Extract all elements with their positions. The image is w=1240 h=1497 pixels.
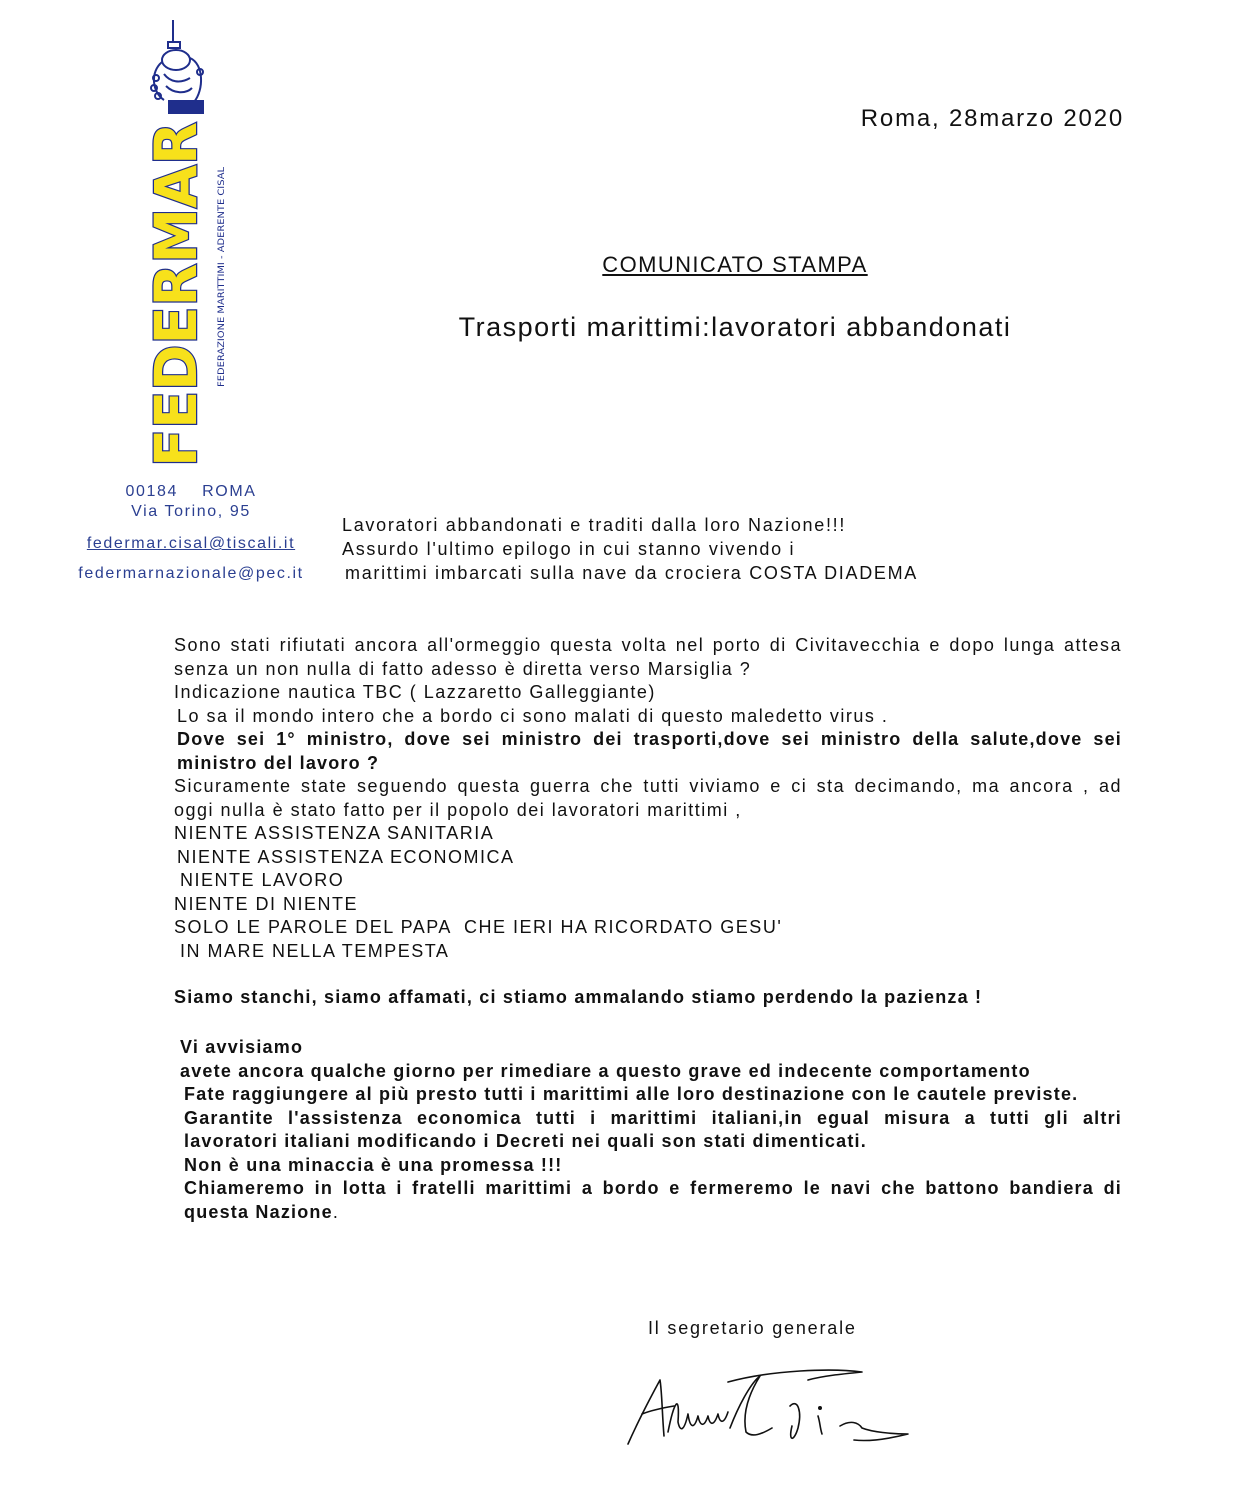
sender-postal: 00184 ROMA	[125, 483, 257, 500]
body-bold-question: Dove sei 1° ministro, dove sei ministro dei trasporti,dove sei ministro della salute,dove sei ministro del lavoro ?	[177, 729, 1122, 773]
warning-line: Garantite l'assistenza economica tutti i marittimi italiani,in egual misura a tutti gli altri lavoratori italiani modificando i Decreti nei quali son stati dimenticati.	[184, 1107, 1122, 1151]
warning-line: Fate raggiungere al più presto tutti i marittimi alle loro destinazione con le cautele previste.	[184, 1084, 1079, 1104]
logo-tagline: FEDERAZIONE MARITTIMI - ADERENTE CISAL	[217, 198, 227, 387]
intro-line: marittimi imbarcati sulla nave da crociera COSTA DIADEMA	[345, 563, 918, 583]
federmar-logo	[140, 12, 230, 472]
intro-paragraph	[342, 513, 918, 585]
document-type-heading: COMUNICATO STAMPA	[602, 252, 868, 277]
warning-line-final	[180, 1177, 1122, 1224]
body-paragraph: Indicazione nautica TBC ( Lazzaretto Galleggiante)	[174, 682, 656, 702]
list-item: SOLO LE PAROLE DEL PAPA CHE IERI HA RICORDATO GESU'	[174, 917, 783, 937]
logo-wordmark: FEDERMAR	[142, 108, 210, 467]
list-item: NIENTE LAVORO	[180, 870, 345, 890]
press-release-body	[174, 634, 1122, 1010]
body-paragraph: Sicuramente state seguendo questa guerra che tutti viviamo e ci sta decimando, ma ancora , ad oggi nulla è stato fatto per il popolo dei lavoratori marittimi ,	[174, 776, 1122, 820]
intro-line: Assurdo l'ultimo epilogo in cui stanno vivendo i	[342, 539, 796, 559]
list-item: NIENTE DI NIENTE	[174, 893, 359, 914]
sender-pec-email: federmarnazionale@pec.it	[78, 565, 304, 582]
warning-section	[180, 1036, 1122, 1224]
final-period: .	[332, 1201, 340, 1222]
warning-line-text: Chiameremo in lotta i fratelli marittimi a bordo e fermeremo le navi che battono bandiera di questa Nazione	[184, 1178, 1122, 1222]
sailor-figure-icon	[151, 20, 203, 102]
demands-list	[174, 822, 1122, 963]
handwritten-signature	[622, 1362, 922, 1452]
warning-line: avete ancora qualche giorno per rimediare a questo grave ed indecente comportamento	[180, 1060, 1031, 1081]
list-item: NIENTE ASSISTENZA ECONOMICA	[177, 846, 515, 867]
logo-base-block	[168, 100, 204, 114]
body-paragraph: Lo sa il mondo intero che a bordo ci sono malati di questo maledetto virus .	[177, 705, 889, 726]
list-item: NIENTE ASSISTENZA SANITARIA	[174, 823, 495, 843]
signature-label: Il segretario generale	[648, 1318, 857, 1338]
list-item: IN MARE NELLA TEMPESTA	[180, 940, 450, 961]
warning-heading: Vi avvisiamo	[180, 1037, 304, 1057]
sender-email-link[interactable]: federmar.cisal@tiscali.it	[86, 535, 296, 552]
warning-line: Non è una minaccia è una promessa !!!	[184, 1154, 563, 1175]
sender-street: Via Torino, 95	[131, 503, 251, 520]
body-bold-statement: Siamo stanchi, siamo affamati, ci stiamo ammalando stiamo perdendo la pazienza !	[174, 987, 983, 1007]
document-title: Trasporti marittimi:lavoratori abbandonati	[458, 312, 1012, 342]
body-paragraph: Sono stati rifiutati ancora all'ormeggio questa volta nel porto di Civitavecchia e dopo lunga attesa senza un non nulla di fatto adesso è diretta verso Marsiglia ?	[174, 635, 1122, 679]
intro-line: Lavoratori abbandonati e traditi dalla loro Nazione!!!	[342, 515, 847, 535]
document-date: Roma, 28marzo 2020	[860, 105, 1124, 132]
sender-address	[60, 482, 322, 584]
